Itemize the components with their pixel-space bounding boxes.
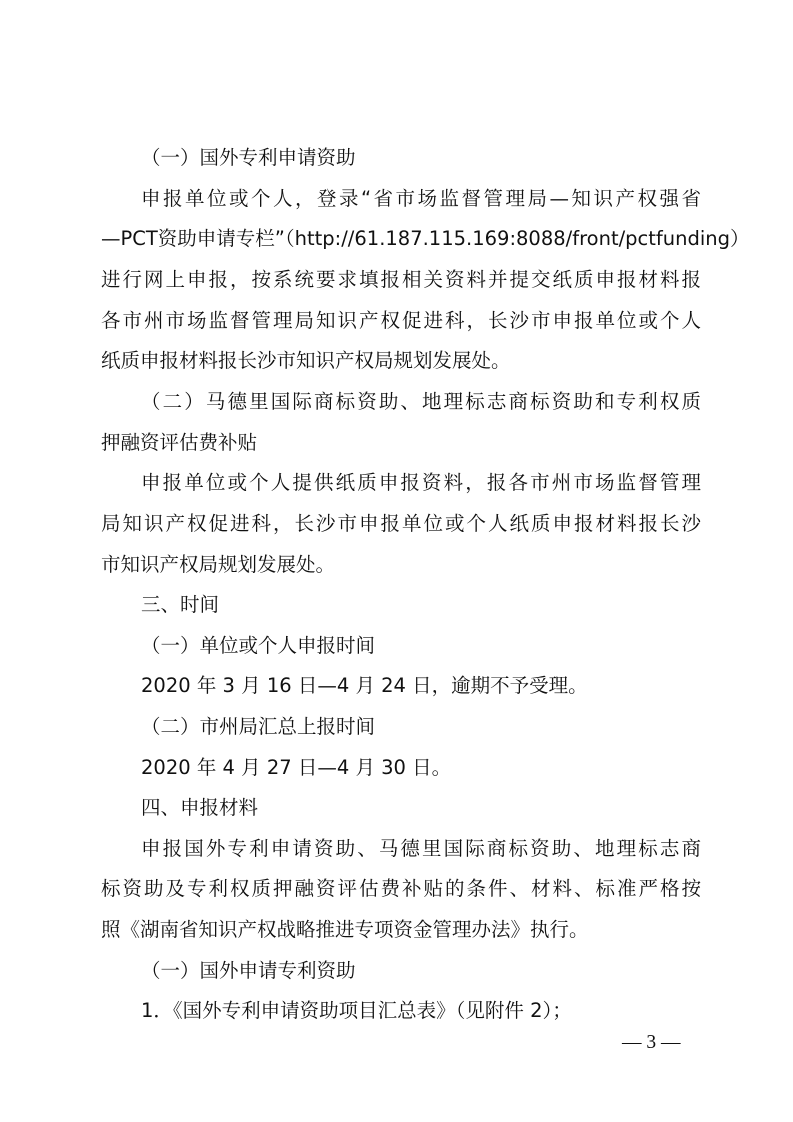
paragraph-line: 申报单位或个人提供纸质申报资料，报各市州市场监督管理 bbox=[141, 471, 701, 494]
subsection-heading-continuation: 押融资评估费补贴 bbox=[101, 431, 258, 454]
paragraph-line: 各市州市场监督管理局知识产权促进科，长沙市申报单位或个人 bbox=[101, 309, 701, 332]
subsection-heading-foreign-patent-funding: （一）国外专利申请资助 bbox=[141, 146, 356, 169]
paragraph-line: 进行网上申报，按系统要求填报相关资料并提交纸质申报材料报 bbox=[101, 268, 701, 291]
paragraph-line: 申报单位或个人，登录“省市场监督管理局—知识产权强省 bbox=[141, 187, 701, 210]
reporting-period: 2020 年 4 月 27 日—4 月 30 日。 bbox=[141, 756, 452, 779]
paragraph-line: 局知识产权促进科，长沙市申报单位或个人纸质申报材料报长沙 bbox=[101, 512, 701, 535]
subsection-heading-reporting-time: （二）市州局汇总上报时间 bbox=[141, 715, 376, 738]
subsection-heading-application-time: （一）单位或个人申报时间 bbox=[141, 634, 376, 657]
section-heading-time: 三、时间 bbox=[141, 593, 220, 616]
paragraph-line: 市知识产权局规划发展处。 bbox=[101, 553, 336, 576]
paragraph-line: 申报国外专利申请资助、马德里国际商标资助、地理标志商 bbox=[141, 837, 701, 860]
paragraph-line: 纸质申报材料报长沙市知识产权局规划发展处。 bbox=[101, 349, 511, 372]
paragraph-line: 照《湖南省知识产权战略推进专项资金管理办法》执行。 bbox=[101, 918, 589, 941]
materials-list-item: 1．《国外专利申请资助项目汇总表》（见附件 2）； bbox=[141, 999, 572, 1022]
subsection-heading-foreign-application-funding: （一）国外申请专利资助 bbox=[141, 959, 356, 982]
subsection-heading-madrid-trademark-funding: （二）马德里国际商标资助、地理标志商标资助和专利权质 bbox=[141, 390, 701, 413]
page-number: — 3 — bbox=[622, 1032, 681, 1053]
application-period: 2020 年 3 月 16 日—4 月 24 日，逾期不予受理。 bbox=[141, 674, 588, 697]
section-heading-materials: 四、申报材料 bbox=[141, 796, 259, 819]
paragraph-line: 标资助及专利权质押融资评估费补贴的条件、材料、标准严格按 bbox=[101, 877, 701, 900]
paragraph-line: —PCT资助申请专栏”（http://61.187.115.169:8088/front/pctfunding） bbox=[101, 227, 750, 250]
